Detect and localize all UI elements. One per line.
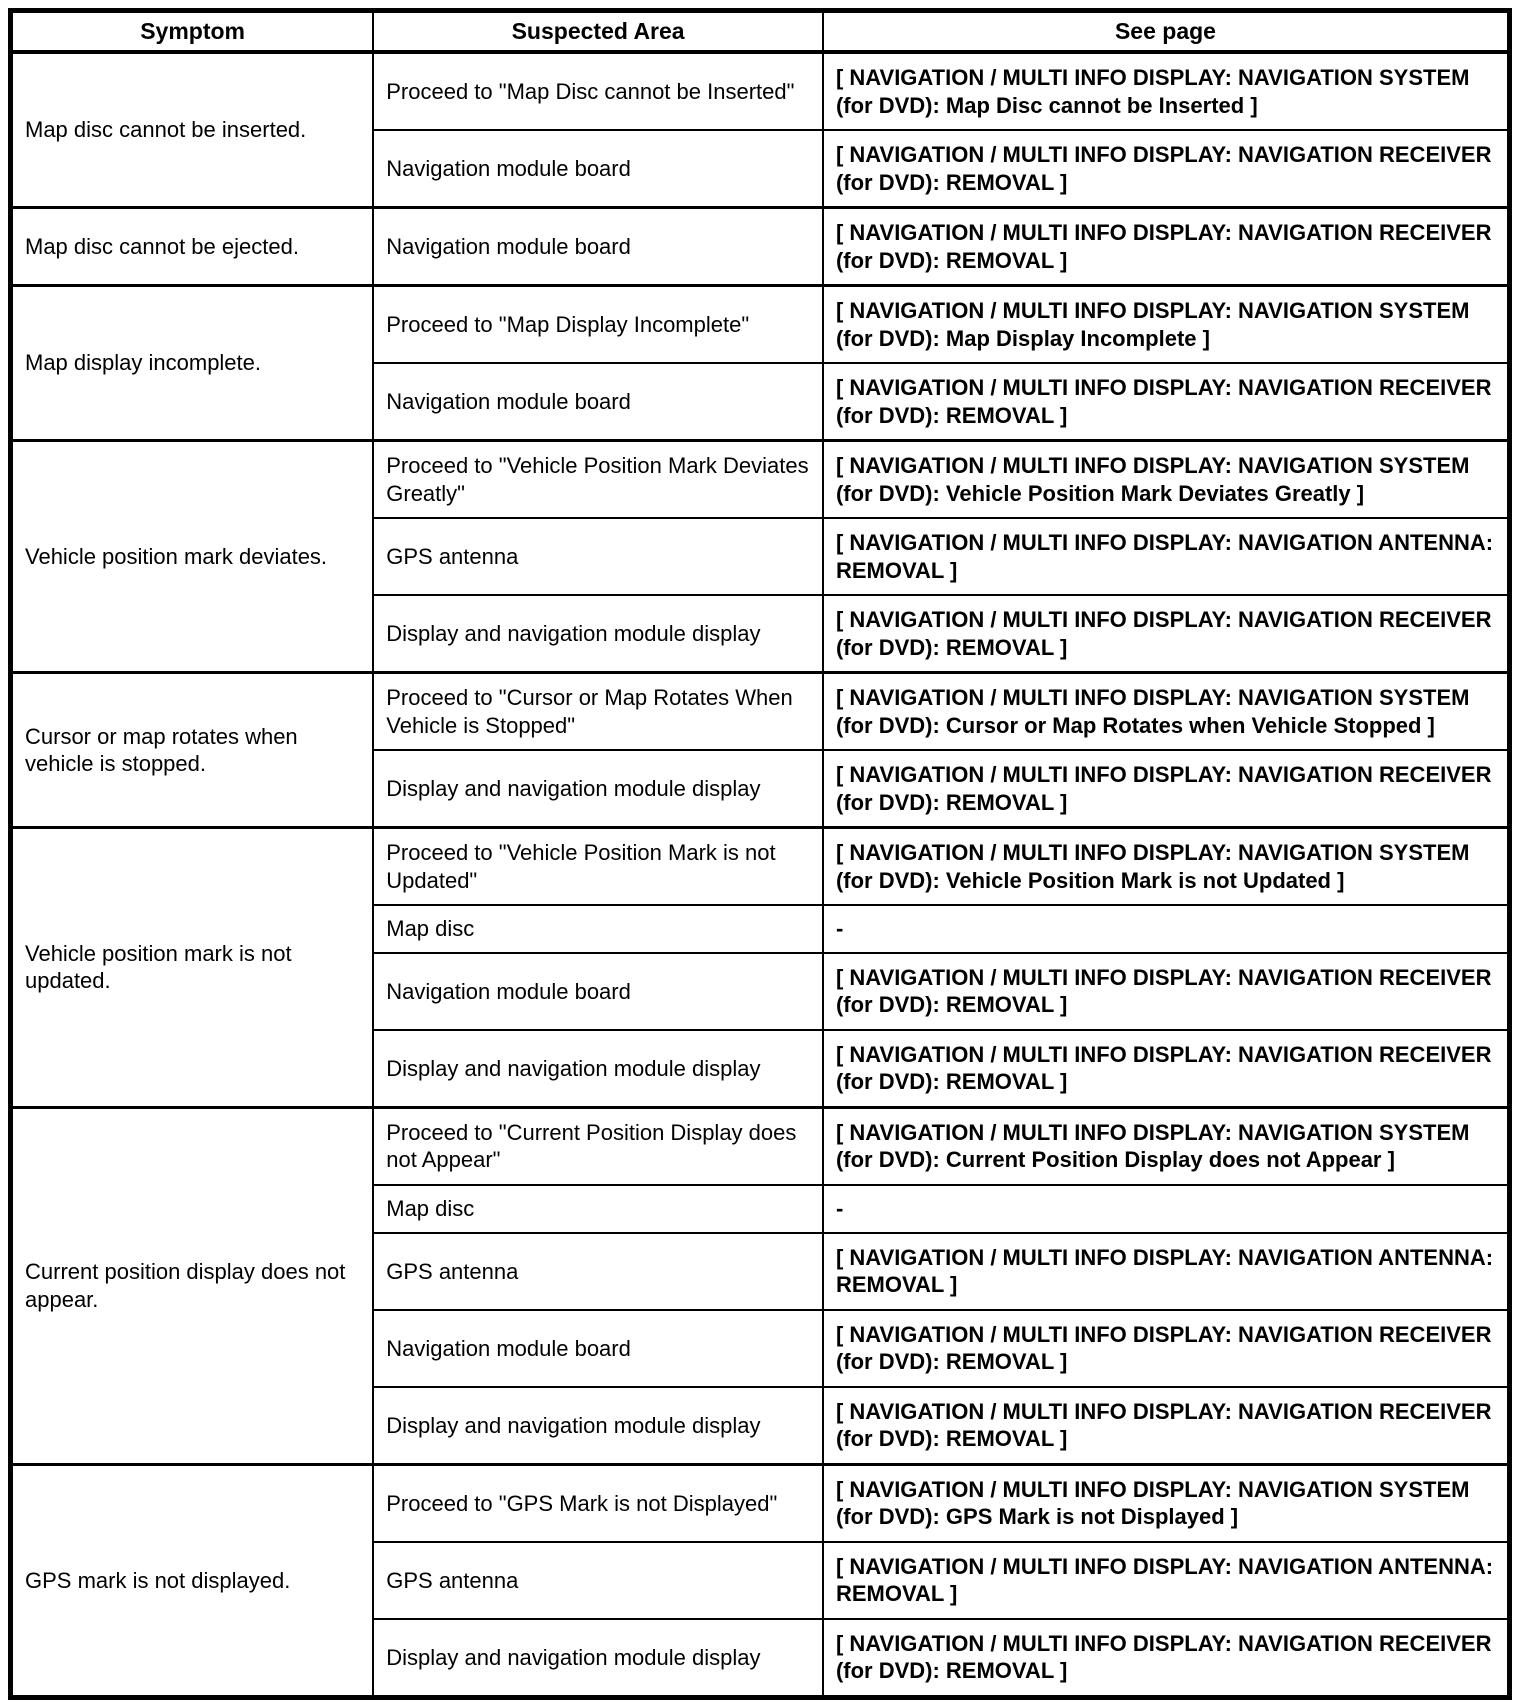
suspected-area-cell: Proceed to "Vehicle Position Mark is not Updated" <box>373 828 823 906</box>
symptom-cell: GPS mark is not displayed. <box>11 1464 374 1697</box>
suspected-area-cell: Navigation module board <box>373 1310 823 1387</box>
table-row <box>11 286 1510 364</box>
table-body <box>11 52 1510 1698</box>
see-page-cell: [ NAVIGATION / MULTI INFO DISPLAY: NAVIGATION ANTENNA: REMOVAL ] <box>823 1542 1510 1619</box>
see-page-cell: [ NAVIGATION / MULTI INFO DISPLAY: NAVIGATION RECEIVER (for DVD): REMOVAL ] <box>823 1387 1510 1465</box>
suspected-area-cell: Navigation module board <box>373 363 823 441</box>
table-row <box>11 1464 1510 1542</box>
suspected-area-cell: Navigation module board <box>373 953 823 1030</box>
symptom-cell: Cursor or map rotates when vehicle is stopped. <box>11 673 374 828</box>
suspected-area-cell: Display and navigation module display <box>373 750 823 828</box>
see-page-cell: [ NAVIGATION / MULTI INFO DISPLAY: NAVIGATION RECEIVER (for DVD): REMOVAL ] <box>823 595 1510 673</box>
suspected-area-cell: GPS antenna <box>373 1542 823 1619</box>
table-header <box>11 11 1510 53</box>
see-page-cell: [ NAVIGATION / MULTI INFO DISPLAY: NAVIGATION SYSTEM (for DVD): Map Disc cannot be Inserted ] <box>823 52 1510 130</box>
see-page-cell: [ NAVIGATION / MULTI INFO DISPLAY: NAVIGATION RECEIVER (for DVD): REMOVAL ] <box>823 1619 1510 1698</box>
suspected-area-cell: Navigation module board <box>373 130 823 208</box>
column-header-page: See page <box>823 11 1510 53</box>
suspected-area-cell: Proceed to "Map Disc cannot be Inserted" <box>373 52 823 130</box>
suspected-area-cell: Proceed to "Vehicle Position Mark Deviates Greatly" <box>373 441 823 519</box>
see-page-cell: [ NAVIGATION / MULTI INFO DISPLAY: NAVIGATION SYSTEM (for DVD): Cursor or Map Rotates when Vehicle Stopped ] <box>823 673 1510 751</box>
see-page-cell: - <box>823 1185 1510 1233</box>
suspected-area-cell: Display and navigation module display <box>373 1030 823 1108</box>
symptom-cell: Current position display does not appear. <box>11 1107 374 1464</box>
see-page-cell: [ NAVIGATION / MULTI INFO DISPLAY: NAVIGATION RECEIVER (for DVD): REMOVAL ] <box>823 208 1510 286</box>
see-page-cell: [ NAVIGATION / MULTI INFO DISPLAY: NAVIGATION RECEIVER (for DVD): REMOVAL ] <box>823 953 1510 1030</box>
table-row <box>11 208 1510 286</box>
header-row <box>11 11 1510 53</box>
see-page-cell: [ NAVIGATION / MULTI INFO DISPLAY: NAVIGATION RECEIVER (for DVD): REMOVAL ] <box>823 363 1510 441</box>
table-row <box>11 441 1510 519</box>
suspected-area-cell: Map disc <box>373 1185 823 1233</box>
see-page-cell: [ NAVIGATION / MULTI INFO DISPLAY: NAVIGATION SYSTEM (for DVD): Vehicle Position Mark Deviates Greatly ] <box>823 441 1510 519</box>
suspected-area-cell: Navigation module board <box>373 208 823 286</box>
symptom-cell: Vehicle position mark deviates. <box>11 441 374 673</box>
symptom-cell: Map display incomplete. <box>11 286 374 441</box>
see-page-cell: [ NAVIGATION / MULTI INFO DISPLAY: NAVIGATION SYSTEM (for DVD): GPS Mark is not Displayed ] <box>823 1464 1510 1542</box>
column-header-area: Suspected Area <box>373 11 823 53</box>
see-page-cell: [ NAVIGATION / MULTI INFO DISPLAY: NAVIGATION SYSTEM (for DVD): Map Display Incomplete ] <box>823 286 1510 364</box>
symptom-cell: Map disc cannot be ejected. <box>11 208 374 286</box>
see-page-cell: [ NAVIGATION / MULTI INFO DISPLAY: NAVIGATION SYSTEM (for DVD): Vehicle Position Mark is not Updated ] <box>823 828 1510 906</box>
see-page-cell: [ NAVIGATION / MULTI INFO DISPLAY: NAVIGATION RECEIVER (for DVD): REMOVAL ] <box>823 1030 1510 1108</box>
suspected-area-cell: Proceed to "Current Position Display does not Appear" <box>373 1107 823 1185</box>
suspected-area-cell: Display and navigation module display <box>373 1619 823 1698</box>
table-row <box>11 1107 1510 1185</box>
suspected-area-cell: GPS antenna <box>373 1233 823 1310</box>
symptom-cell: Vehicle position mark is not updated. <box>11 828 374 1108</box>
symptom-troubleshooting-table <box>8 8 1512 1700</box>
table-row <box>11 52 1510 130</box>
suspected-area-cell: GPS antenna <box>373 518 823 595</box>
see-page-cell: [ NAVIGATION / MULTI INFO DISPLAY: NAVIGATION RECEIVER (for DVD): REMOVAL ] <box>823 750 1510 828</box>
table-row <box>11 673 1510 751</box>
column-header-symptom: Symptom <box>11 11 374 53</box>
see-page-cell: [ NAVIGATION / MULTI INFO DISPLAY: NAVIGATION SYSTEM (for DVD): Current Position Display does not Appear ] <box>823 1107 1510 1185</box>
table-row <box>11 828 1510 906</box>
suspected-area-cell: Map disc <box>373 905 823 953</box>
see-page-cell: [ NAVIGATION / MULTI INFO DISPLAY: NAVIGATION ANTENNA: REMOVAL ] <box>823 1233 1510 1310</box>
see-page-cell: - <box>823 905 1510 953</box>
see-page-cell: [ NAVIGATION / MULTI INFO DISPLAY: NAVIGATION ANTENNA: REMOVAL ] <box>823 518 1510 595</box>
see-page-cell: [ NAVIGATION / MULTI INFO DISPLAY: NAVIGATION RECEIVER (for DVD): REMOVAL ] <box>823 1310 1510 1387</box>
suspected-area-cell: Display and navigation module display <box>373 595 823 673</box>
symptom-cell: Map disc cannot be inserted. <box>11 52 374 208</box>
suspected-area-cell: Proceed to "Cursor or Map Rotates When Vehicle is Stopped" <box>373 673 823 751</box>
suspected-area-cell: Proceed to "GPS Mark is not Displayed" <box>373 1464 823 1542</box>
suspected-area-cell: Proceed to "Map Display Incomplete" <box>373 286 823 364</box>
suspected-area-cell: Display and navigation module display <box>373 1387 823 1465</box>
see-page-cell: [ NAVIGATION / MULTI INFO DISPLAY: NAVIGATION RECEIVER (for DVD): REMOVAL ] <box>823 130 1510 208</box>
